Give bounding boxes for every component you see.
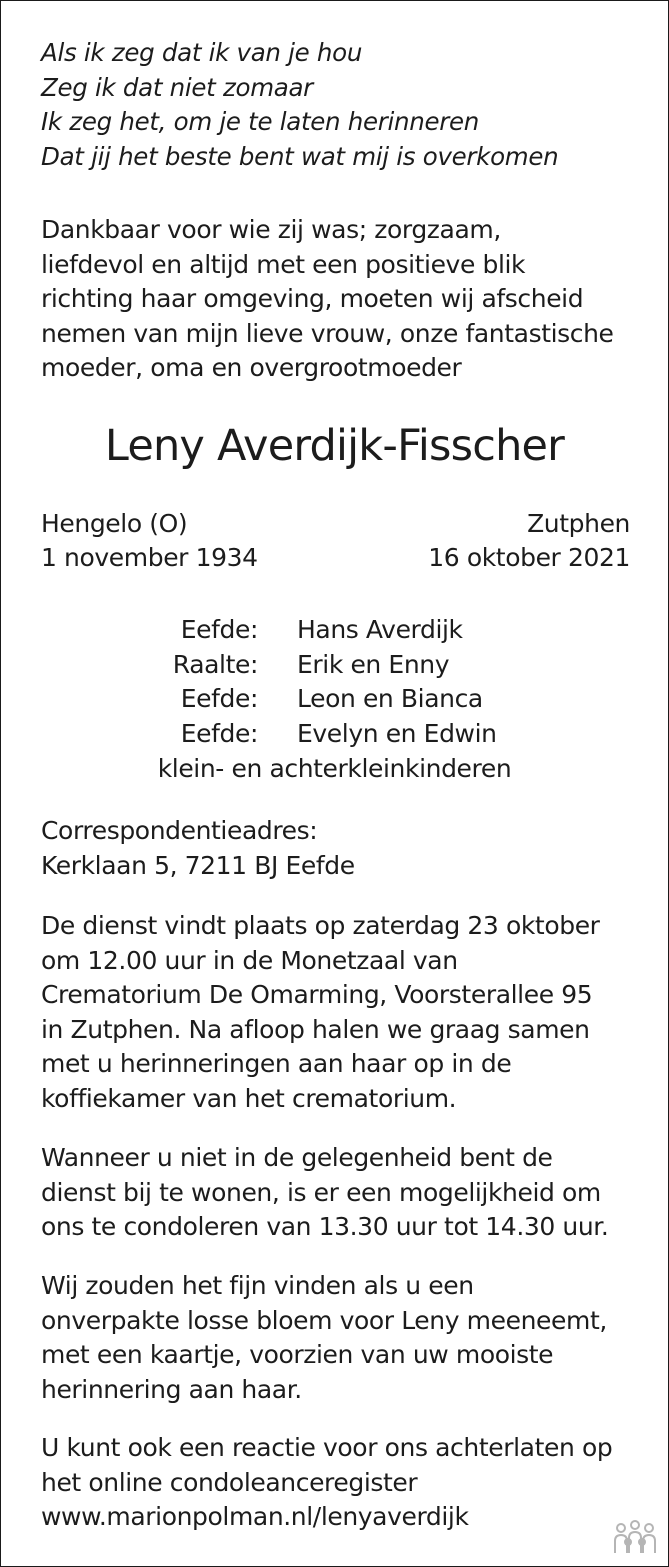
birth-place: Hengelo (O) — [41, 509, 188, 538]
correspondence — [41, 814, 641, 883]
death-date: 16 oktober 2021 — [428, 543, 630, 572]
service-info — [41, 909, 641, 1116]
condolence-url-link[interactable]: www.marionpolman.nl/lenyaverdijk — [41, 1502, 469, 1531]
flower-line: herinnering aan haar. — [41, 1374, 302, 1404]
intro-line: liefdevol en altijd met een positieve blik — [41, 249, 526, 279]
intro-line: moeder, oma en overgrootmoeder — [41, 353, 462, 382]
service-line: in Zutphen. Na afloop halen we graag samen — [41, 1014, 590, 1044]
death-place: Zutphen — [527, 509, 630, 538]
service-line: De dienst vindt plaats op zaterdag 23 oktober — [41, 911, 600, 940]
intro-text — [41, 213, 641, 386]
service-line: Crematorium De Omarming, Voorsterallee 95 — [41, 980, 593, 1009]
correspondence-label: Correspondentieadres: — [41, 816, 318, 845]
poem-line: Ik zeg het, om je te laten herinneren — [41, 107, 480, 136]
correspondence-address: Kerklaan 5, 7211 BJ Eefde — [41, 850, 355, 880]
service-line: met u herinneringen aan haar op in de — [41, 1049, 512, 1078]
reaction-line: U kunt ook een reactie voor ons achterlaten op — [41, 1433, 613, 1462]
poem-line: Zeg ik dat niet zomaar — [41, 72, 313, 102]
family-names: Hans Averdijk — [297, 615, 463, 644]
family-location: Raalte: — [172, 650, 258, 679]
condolence-line: Wanneer u niet in de gelegenheid bent de — [41, 1143, 553, 1172]
poem-line: Dat jij het beste bent wat mij is overkomen — [41, 141, 559, 171]
condolence-line: ons te condoleren van 13.30 uur tot 14.30 uur. — [41, 1212, 609, 1241]
deceased-name: Leny Averdijk-Fisscher — [104, 421, 565, 471]
reaction-line: het online condoleanceregister — [41, 1467, 418, 1497]
intro-line: Dankbaar voor wie zij was; zorgzaam, — [41, 215, 501, 244]
flower-line: onverpakte losse bloem voor Leny meeneemt, — [41, 1305, 607, 1335]
family-names: Evelyn en Edwin — [297, 719, 497, 748]
grandchildren-line: klein- en achterkleinkinderen — [157, 754, 512, 783]
service-line: koffiekamer van het crematorium. — [41, 1083, 457, 1113]
family-location: Eefde: — [180, 615, 258, 644]
intro-line: richting haar omgeving, moeten wij afscheid — [41, 284, 584, 313]
family-names: Leon en Bianca — [297, 684, 483, 713]
poem — [41, 36, 641, 174]
family-location: Eefde: — [180, 719, 258, 748]
condolence-info — [41, 1141, 641, 1245]
service-line: om 12.00 uur in de Monetzaal van — [41, 945, 458, 975]
intro-line: nemen van mijn lieve vrouw, onze fantastische — [41, 318, 614, 348]
flower-line: met een kaartje, voorzien van uw mooiste — [41, 1340, 554, 1369]
reaction-info — [41, 1431, 641, 1535]
flower-request — [41, 1269, 641, 1407]
poem-line: Als ik zeg dat ik van je hou — [41, 38, 363, 67]
flower-line: Wij zouden het fijn vinden als u een — [41, 1271, 474, 1300]
family-names: Erik en Enny — [297, 650, 450, 679]
family-location: Eefde: — [180, 684, 258, 713]
people-group-icon — [612, 1520, 658, 1556]
birth-date: 1 november 1934 — [41, 543, 258, 572]
condolence-line: dienst bij te wonen, is er een mogelijkheid om — [41, 1177, 601, 1207]
